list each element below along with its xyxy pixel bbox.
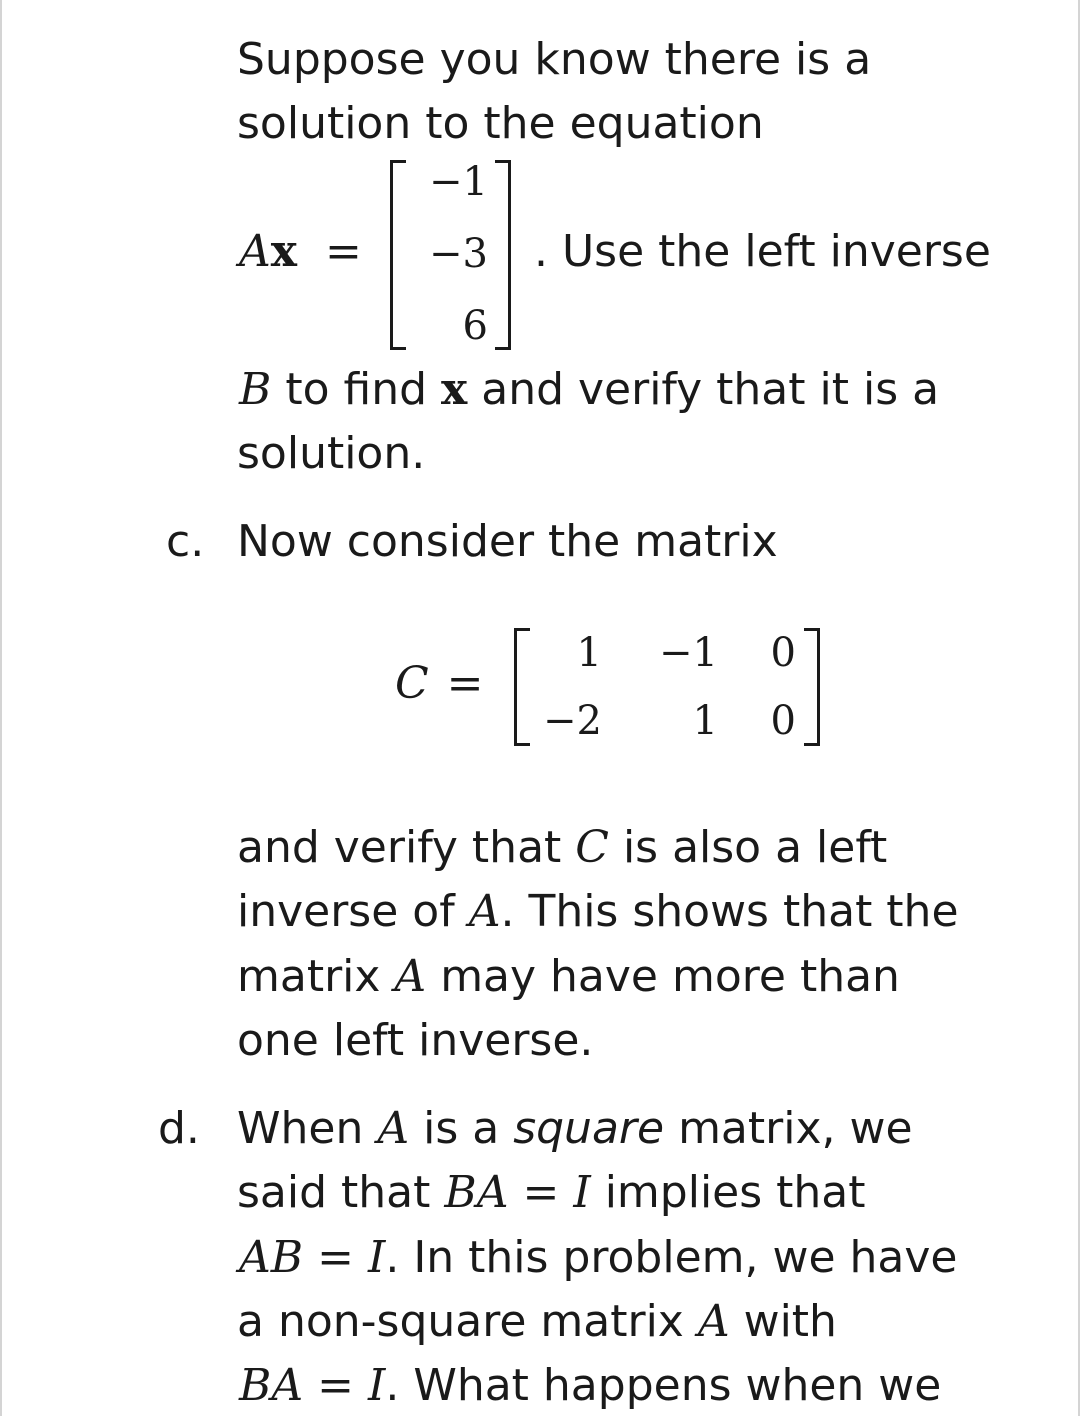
part-d-l1-A: A bbox=[377, 1103, 410, 1154]
matrix-c-r2c2: 1 bbox=[692, 698, 718, 744]
part-b-line-2-text: solution to the equation bbox=[237, 98, 764, 149]
part-c-l1-rest: is also a left bbox=[608, 822, 888, 873]
part-d-line-5 bbox=[239, 1360, 942, 1411]
matrix-c-lhs bbox=[395, 658, 484, 709]
matrix-c-r1c2: −1 bbox=[659, 630, 718, 676]
part-d-l3-AB: AB bbox=[239, 1232, 304, 1283]
part-c-line-1 bbox=[237, 822, 888, 873]
part-d-l2-I: I bbox=[573, 1167, 591, 1218]
matrix-c-right-bracket bbox=[804, 628, 820, 746]
line4-x: x bbox=[441, 364, 468, 415]
part-c-l4-text: one left inverse. bbox=[237, 1015, 594, 1066]
part-d-l3-b: . In this problem, we have bbox=[385, 1232, 958, 1283]
matrix-c-r1c1: 1 bbox=[576, 630, 602, 676]
line4-text-2: and verify that it is a bbox=[467, 364, 940, 415]
part-b-line-5 bbox=[237, 428, 426, 479]
equation-after-vector bbox=[534, 226, 991, 277]
part-b-line-1-text: Suppose you know there is a bbox=[237, 34, 872, 85]
part-d-l3-I: I bbox=[367, 1232, 386, 1283]
part-d-l4-A: A bbox=[697, 1296, 730, 1347]
part-b-line-4 bbox=[239, 364, 940, 415]
part-c-l2-text: inverse of bbox=[237, 886, 469, 937]
left-edge bbox=[0, 0, 2, 1416]
part-d-l5-I: I bbox=[367, 1360, 386, 1411]
vector-entry-2: −3 bbox=[429, 231, 488, 277]
matrix-c-r2c3: 0 bbox=[770, 698, 796, 744]
part-d-l3-eq: = bbox=[303, 1232, 368, 1283]
matrix-c-r1c3: 0 bbox=[770, 630, 796, 676]
part-d-l2-b: implies that bbox=[590, 1167, 866, 1218]
part-c-line-3 bbox=[237, 951, 900, 1002]
part-c-line-4 bbox=[237, 1015, 594, 1066]
equation-lhs bbox=[239, 226, 362, 277]
part-c-l1-C: C bbox=[575, 822, 609, 873]
line4-text-1: to find bbox=[271, 364, 442, 415]
part-d-l4-b: with bbox=[729, 1296, 837, 1347]
part-d-line-2 bbox=[237, 1167, 866, 1218]
matrix-c-equals: = bbox=[446, 658, 484, 709]
vector-left-bracket bbox=[390, 160, 406, 350]
part-d-l2-eq: = bbox=[508, 1167, 574, 1218]
part-c-intro bbox=[237, 516, 778, 567]
part-b-line-2 bbox=[237, 98, 764, 149]
part-c-l3-text: matrix bbox=[237, 951, 395, 1002]
part-d-line-3 bbox=[239, 1232, 958, 1283]
part-c-line-2 bbox=[237, 886, 959, 937]
part-d-l5-b: . What happens when we bbox=[385, 1360, 942, 1411]
part-c-l1-text: and verify that bbox=[237, 822, 576, 873]
equation-x: x bbox=[270, 226, 298, 277]
matrix-c-name: C bbox=[395, 658, 429, 709]
part-d-l5-eq: = bbox=[303, 1360, 368, 1411]
vector-right-bracket bbox=[495, 160, 511, 350]
part-d-line-4 bbox=[237, 1296, 837, 1347]
vector-entry-3: 6 bbox=[462, 303, 488, 349]
part-d-l1-b: is a bbox=[409, 1103, 514, 1154]
part-d-l5-BA: BA bbox=[239, 1360, 304, 1411]
list-marker-c: c. bbox=[166, 516, 205, 567]
list-marker-d: d. bbox=[158, 1103, 200, 1154]
part-d-l2-a: said that bbox=[237, 1167, 445, 1218]
part-d-l1-a: When bbox=[237, 1103, 378, 1154]
part-c-intro-text: Now consider the matrix bbox=[237, 516, 778, 567]
part-d-l2-BA: BA bbox=[444, 1167, 509, 1218]
equation-A: A bbox=[239, 226, 271, 277]
part-c-l2-rest: . This shows that the bbox=[500, 886, 959, 937]
part-b-line-5-text: solution. bbox=[237, 428, 426, 479]
part-d-line-1 bbox=[237, 1103, 913, 1154]
matrix-c-left-bracket bbox=[514, 628, 530, 746]
part-c-l2-A: A bbox=[468, 886, 501, 937]
part-c-l3-A: A bbox=[394, 951, 427, 1002]
part-c-l3-rest: may have more than bbox=[426, 951, 900, 1002]
equation-equals: = bbox=[325, 226, 362, 277]
part-d-l1-square: square bbox=[513, 1103, 665, 1154]
line4-B: B bbox=[239, 364, 272, 415]
vector-entry-1: −1 bbox=[429, 159, 488, 205]
part-d-l4-a: a non-square matrix bbox=[237, 1296, 698, 1347]
part-b-line-1 bbox=[237, 34, 872, 85]
part-d-l1-c: matrix, we bbox=[664, 1103, 913, 1154]
equation-after-vector-text: . Use the left inverse bbox=[534, 226, 991, 277]
matrix-c-r2c1: −2 bbox=[543, 698, 602, 744]
